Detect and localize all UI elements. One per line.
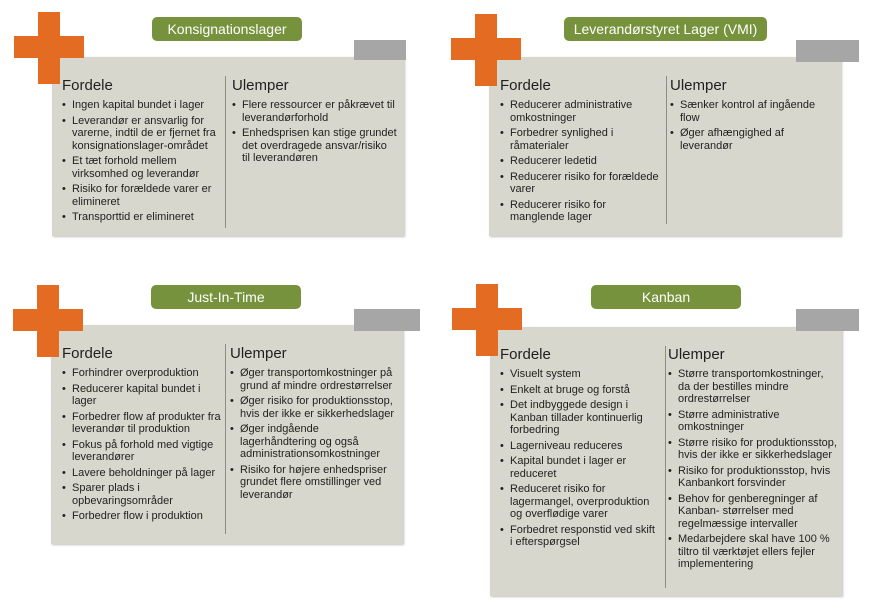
list-item: • Forbedrer flow af produkter fra leverandør til produktion <box>62 411 222 436</box>
list-item: • Det indbyggede design i Kanban tillader kontinuerlig forbedring <box>500 399 660 437</box>
cons-column <box>670 77 835 155</box>
pros-column <box>500 77 660 227</box>
list-item: • Risiko for højere enhedspriser grundet flere omstillinger ved leverandør <box>230 464 398 502</box>
cons-list <box>230 367 398 501</box>
cons-list <box>668 368 838 571</box>
list-item: • Reducerer ledetid <box>500 155 660 168</box>
list-item: • Forhindrer overproduktion <box>62 367 222 380</box>
pros-column <box>62 345 222 526</box>
pros-list <box>500 99 660 224</box>
pros-heading: Fordele <box>500 77 551 94</box>
list-item: • Enhedsprisen kan stige grundet det overdragede ansvar/risiko til leverandøren <box>232 127 397 165</box>
cons-heading: Ulemper <box>670 77 727 94</box>
plus-icon <box>451 14 521 86</box>
pros-list <box>62 99 222 224</box>
pros-heading: Fordele <box>62 77 113 94</box>
column-divider <box>666 76 667 224</box>
list-item: • Sænker kontrol af ingående flow <box>670 99 835 124</box>
pros-list <box>62 367 222 523</box>
pros-list <box>500 368 660 549</box>
list-item: • Sparer plads i opbevaringsområder <box>62 482 222 507</box>
pros-column <box>500 346 660 552</box>
list-item: • Enkelt at bruge og forstå <box>500 384 660 397</box>
list-item: • Transporttid er elimineret <box>62 211 222 224</box>
list-item: • Øger indgående lagerhåndtering og også administrationsomkostninger <box>230 423 398 461</box>
list-item: • Lagerniveau reduceres <box>500 440 660 453</box>
column-divider <box>225 344 226 534</box>
list-item: • Reduceret risiko for lagermangel, overproduktion og overflødige varer <box>500 483 660 521</box>
cons-heading: Ulemper <box>232 77 289 94</box>
cons-column <box>230 345 398 504</box>
list-item: • Flere ressourcer er påkrævet til leverandørforhold <box>232 99 397 124</box>
list-item: • Øger transportomkostninger på grund af mindre ordrestørrelser <box>230 367 398 392</box>
panel-title: Konsignationslager <box>152 17 302 41</box>
cons-heading: Ulemper <box>668 346 725 363</box>
list-item: • Større risiko for produktionsstop, hvis der ikke er sikkerhedslager <box>668 437 838 462</box>
column-divider <box>225 76 226 228</box>
list-item: • Større administrative omkostninger <box>668 409 838 434</box>
list-item: • Kapital bundet i lager er reduceret <box>500 455 660 480</box>
panel-tab <box>796 309 859 331</box>
plus-icon <box>14 12 84 84</box>
list-item: • Lavere beholdninger på lager <box>62 467 222 480</box>
pros-column <box>62 77 222 227</box>
list-item: • Et tæt forhold mellem virksomhed og leverandør <box>62 155 222 180</box>
cons-heading: Ulemper <box>230 345 287 362</box>
list-item: • Større transportomkostninger, da der bestilles mindre ordrestørrelser <box>668 368 838 406</box>
list-item: • Risiko for produktionsstop, hvis Kanbankort forsvinder <box>668 465 838 490</box>
list-item: • Forbedrer synlighed i råmaterialer <box>500 127 660 152</box>
panel-tab <box>354 40 406 60</box>
list-item: • Medarbejdere skal have 100 % tiltro til værktøjet ellers fejler implementering <box>668 533 838 571</box>
list-item: • Fokus på forhold med vigtige leverandører <box>62 439 222 464</box>
panel-tab <box>796 40 859 62</box>
pros-heading: Fordele <box>62 345 113 362</box>
list-item: • Behov for genberegninger af Kanban- størrelser med regelmæssige intervaller <box>668 493 838 531</box>
list-item: • Reducerer risiko for forældede varer <box>500 171 660 196</box>
list-item: • Visuelt system <box>500 368 660 381</box>
list-item: • Leverandør er ansvarlig for varerne, indtil de er fjernet fra konsignationslager-området <box>62 115 222 153</box>
list-item: • Ingen kapital bundet i lager <box>62 99 222 112</box>
list-item: • Forbedrer flow i produktion <box>62 510 222 523</box>
pros-heading: Fordele <box>500 346 551 363</box>
column-divider <box>665 346 666 588</box>
list-item: • Forbedret responstid ved skift i efterspørgsel <box>500 524 660 549</box>
list-item: • Reducerer administrative omkostninger <box>500 99 660 124</box>
panel-tab <box>354 309 420 331</box>
cons-column <box>668 346 838 574</box>
list-item: • Øger afhængighed af leverandør <box>670 127 835 152</box>
panel-title: Just-In-Time <box>151 285 301 309</box>
panel-title: Kanban <box>591 285 741 309</box>
list-item: • Reducerer kapital bundet i lager <box>62 383 222 408</box>
list-item: • Øger risiko for produktionsstop, hvis der ikke er sikkerhedslager <box>230 395 398 420</box>
cons-list <box>232 99 397 165</box>
cons-column <box>232 77 397 168</box>
cons-list <box>670 99 835 152</box>
list-item: • Reducerer risiko for manglende lager <box>500 199 660 224</box>
list-item: • Risiko for forældede varer er elimineret <box>62 183 222 208</box>
panel-title: Leverandørstyret Lager (VMI) <box>564 17 767 41</box>
